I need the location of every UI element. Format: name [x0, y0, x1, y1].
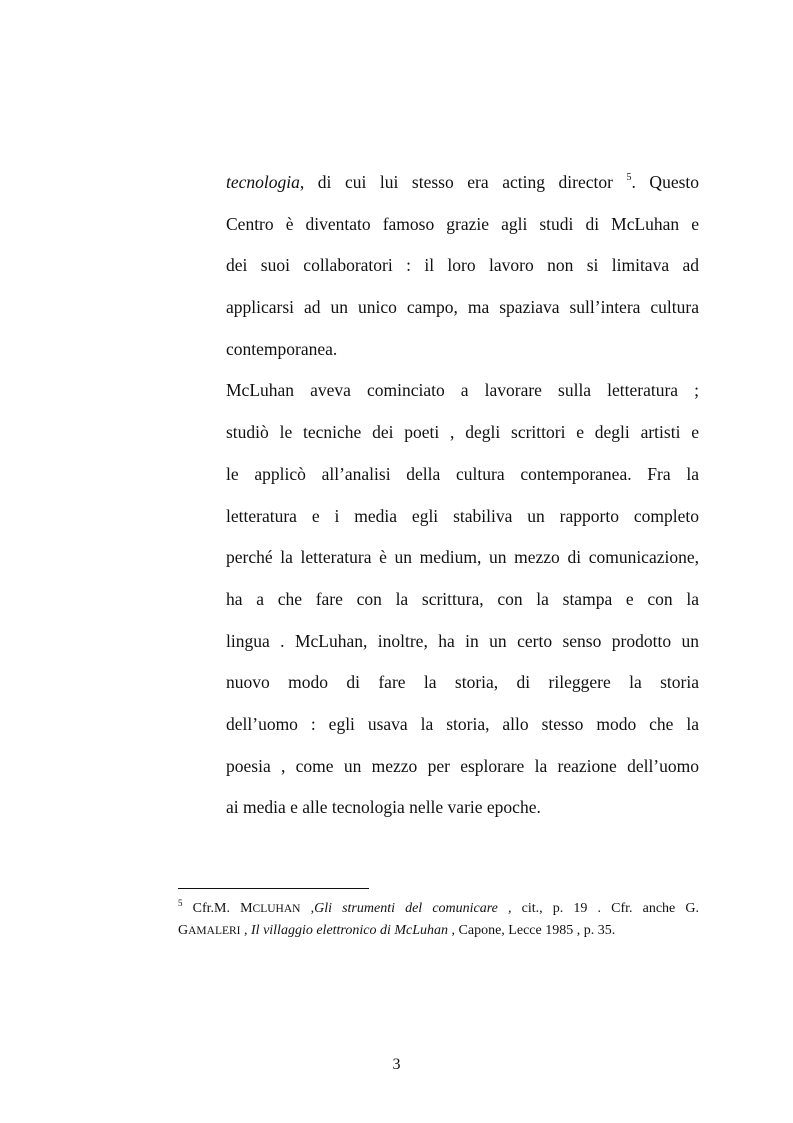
text-line-14: dell’uomo : egli usava la storia, allo stesso modo che la	[226, 713, 699, 734]
text-line-4: applicarsi ad un unico campo, ma spaziava sull’intera cultura	[226, 297, 699, 318]
footnote-number: 5	[178, 898, 183, 908]
italic-title: Il villaggio elettronico di McLuhan	[251, 923, 449, 938]
text-span: , di cui lui stesso era acting director	[299, 172, 627, 192]
footnote-line-1	[178, 898, 699, 920]
text-line-13: nuovo modo di fare la storia, di rileggere la storia	[226, 672, 699, 693]
text-line-12: lingua . McLuhan, inoltre, ha in un certo senso prodotto un	[226, 630, 699, 651]
footnote-separator	[178, 888, 369, 889]
text-span: ,	[300, 901, 315, 916]
text-line-16: ai media e alle tecnologia nelle varie epoche.	[226, 797, 541, 818]
text-line-7: studiò le tecniche dei poeti , degli scrittori e degli artisti e	[226, 422, 699, 443]
footnote	[178, 898, 699, 942]
italic-term: tecnologia	[226, 172, 300, 192]
text-line-2: Centro è diventato famoso grazie agli studi di McLuhan e	[226, 213, 699, 234]
text-span: ,	[240, 923, 252, 938]
text-line-10: perché la letteratura è un medium, un mezzo di comunicazione,	[226, 547, 699, 568]
text-line-3: dei suoi collaboratori : il loro lavoro non si limitava ad	[226, 255, 699, 276]
text-span: G	[178, 923, 189, 938]
text-line-6: McLuhan aveva cominciato a lavorare sulla letteratura ;	[226, 380, 699, 401]
body-text	[226, 162, 699, 829]
text-span: , Capone, Lecce 1985 , p. 35.	[448, 923, 616, 938]
italic-title: Gli strumenti del comunicare ,	[314, 901, 512, 916]
text-line-1	[226, 162, 699, 204]
text-span: . Questo	[631, 172, 700, 192]
footnote-line-2	[178, 920, 699, 942]
text-span: Cfr.M. M	[182, 901, 253, 916]
text-line-9: letteratura e i media egli stabiliva un rapporto completo	[226, 505, 699, 526]
text-span: cit., p. 19 . Cfr. anche G.	[511, 901, 699, 916]
text-line-5: contemporanea.	[226, 338, 338, 359]
footnote-ref: 5	[626, 172, 632, 183]
small-caps-span: CLUHAN	[252, 903, 301, 915]
page-number: 3	[392, 1056, 401, 1073]
small-caps-span: AMALERI	[188, 925, 241, 937]
text-line-8: le applicò all’analisi della cultura contemporanea. Fra la	[226, 463, 699, 484]
text-line-15: poesia , come un mezzo per esplorare la reazione dell’uomo	[226, 755, 699, 776]
text-line-11: ha a che fare con la scrittura, con la stampa e con la	[226, 588, 699, 609]
